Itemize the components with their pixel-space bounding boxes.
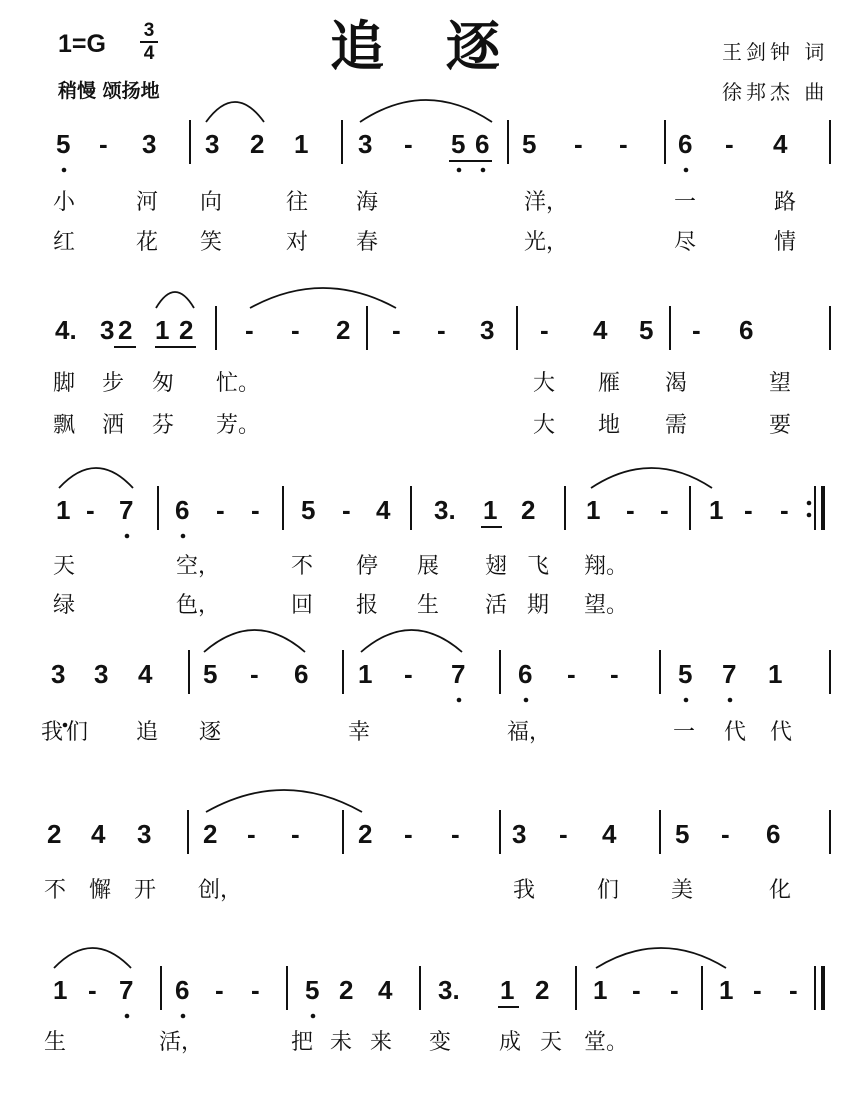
note-1-12: 4 bbox=[593, 315, 608, 345]
lyric-char: 洒 bbox=[102, 413, 125, 438]
note-5-3: 6 bbox=[175, 975, 190, 1005]
note-5-14: - bbox=[670, 975, 679, 1005]
note-2-8: 4 bbox=[376, 495, 391, 525]
final-barline bbox=[821, 486, 825, 530]
note-2-5: - bbox=[251, 495, 260, 525]
lyric-char: 活 bbox=[485, 593, 508, 618]
octave-dot bbox=[125, 534, 130, 539]
repeat-dot bbox=[807, 501, 812, 506]
time-signature-top: 3 bbox=[143, 20, 155, 41]
note-1-10: 3 bbox=[480, 315, 495, 345]
tempo-marking: 稍慢 颂扬地 bbox=[58, 80, 160, 102]
lyric-char: 地 bbox=[598, 413, 621, 438]
lyric-char: 们 bbox=[597, 878, 620, 903]
note-0-15: 4 bbox=[773, 129, 788, 159]
lyric-char: 成 bbox=[499, 1030, 522, 1055]
slur bbox=[250, 288, 396, 308]
lyric-char: 大 bbox=[533, 413, 556, 438]
octave-dot bbox=[62, 168, 67, 173]
note-2-2: 7 bbox=[119, 495, 134, 525]
lyric-char: 空， bbox=[176, 554, 221, 579]
lyric-char: 对 bbox=[286, 230, 309, 255]
note-3-11: - bbox=[610, 659, 619, 689]
note-0-9: 6 bbox=[475, 129, 490, 159]
note-1-8: - bbox=[392, 315, 401, 345]
note-2-0: 1 bbox=[56, 495, 71, 525]
lyric-char: 情 bbox=[774, 230, 797, 255]
lyric-char: 河 bbox=[136, 190, 159, 215]
note-0-3: 3 bbox=[205, 129, 220, 159]
note-3-1: 3 bbox=[94, 659, 109, 689]
note-1-7: 2 bbox=[336, 315, 351, 345]
lyric-char: 展 bbox=[417, 554, 440, 579]
note-3-2: 4 bbox=[138, 659, 153, 689]
slur bbox=[360, 100, 492, 122]
lyric-char: 往 bbox=[286, 190, 309, 215]
slur bbox=[591, 468, 712, 488]
lyric-char: 海 bbox=[356, 190, 379, 215]
lyric-char: 代 bbox=[770, 720, 793, 745]
note-2-3: 6 bbox=[175, 495, 190, 525]
note-4-8: - bbox=[451, 819, 460, 849]
lyric-char: 生 bbox=[44, 1030, 67, 1055]
note-4-10: - bbox=[559, 819, 568, 849]
lyric-char: 尽 bbox=[674, 230, 697, 255]
note-3-9: 6 bbox=[518, 659, 533, 689]
note-2-9: 3. bbox=[434, 495, 456, 525]
lyric-char: 绿 bbox=[53, 593, 76, 618]
lyric-char: 需 bbox=[665, 413, 688, 438]
note-0-2: 3 bbox=[142, 129, 157, 159]
note-0-8: 5 bbox=[451, 129, 466, 159]
lyric-char: 雁 bbox=[598, 371, 621, 396]
note-1-15: 6 bbox=[739, 315, 754, 345]
lyric-char: 望 bbox=[769, 371, 792, 396]
lyric-char: 洋， bbox=[524, 190, 569, 215]
note-5-7: 2 bbox=[339, 975, 354, 1005]
octave-dot bbox=[684, 168, 689, 173]
note-1-6: - bbox=[291, 315, 300, 345]
octave-dot bbox=[524, 698, 529, 703]
slur bbox=[361, 630, 462, 652]
final-barline bbox=[821, 966, 825, 1010]
note-0-10: 5 bbox=[522, 129, 537, 159]
lyric-char: 不 bbox=[291, 554, 314, 579]
lyric-char: 路 bbox=[774, 190, 797, 215]
note-0-6: 3 bbox=[358, 129, 373, 159]
lyric-char: 忙。 bbox=[216, 371, 261, 396]
note-0-1: - bbox=[99, 129, 108, 159]
octave-dot bbox=[728, 698, 733, 703]
lyric-char: 堂。 bbox=[584, 1030, 629, 1055]
note-3-5: 6 bbox=[294, 659, 309, 689]
lyric-char: 渴 bbox=[665, 371, 688, 396]
octave-dot bbox=[181, 1014, 186, 1019]
note-5-6: 5 bbox=[305, 975, 320, 1005]
lyric-char: 光， bbox=[524, 230, 569, 255]
note-1-2: 2 bbox=[118, 315, 133, 345]
note-1-14: - bbox=[692, 315, 701, 345]
note-5-0: 1 bbox=[53, 975, 68, 1005]
lyric-char: 幸 bbox=[348, 720, 371, 745]
lyric-char: 不 bbox=[44, 878, 67, 903]
note-4-0: 2 bbox=[47, 819, 62, 849]
note-2-11: 2 bbox=[521, 495, 536, 525]
note-2-13: - bbox=[626, 495, 635, 525]
note-2-10: 1 bbox=[483, 495, 498, 525]
lyric-char: 未 bbox=[330, 1030, 353, 1055]
note-5-16: - bbox=[753, 975, 762, 1005]
note-2-17: - bbox=[780, 495, 789, 525]
lyric-char: 我 bbox=[41, 720, 64, 745]
key-signature: 1=G bbox=[58, 30, 106, 58]
lyric-char: 匆 bbox=[152, 371, 175, 396]
note-2-16: - bbox=[744, 495, 753, 525]
lyric-char: 化 bbox=[769, 878, 792, 903]
note-3-3: 5 bbox=[203, 659, 218, 689]
lyric-char: 追 bbox=[136, 720, 159, 745]
slur bbox=[596, 948, 726, 968]
lyric-char: 美 bbox=[671, 878, 694, 903]
note-5-13: - bbox=[632, 975, 641, 1005]
lyric-char: 红 bbox=[53, 230, 76, 255]
note-0-7: - bbox=[404, 129, 413, 159]
lyric-char: 飞 bbox=[527, 554, 550, 579]
note-4-11: 4 bbox=[602, 819, 617, 849]
note-4-12: 5 bbox=[675, 819, 690, 849]
lyric-char: 飘 bbox=[53, 413, 76, 438]
lyric-char: 生 bbox=[417, 593, 440, 618]
lyric-char: 向 bbox=[200, 190, 223, 215]
lyric-char: 代 bbox=[724, 720, 747, 745]
lyric-char: 一 bbox=[674, 190, 697, 215]
lyric-char: 回 bbox=[291, 593, 314, 618]
note-2-1: - bbox=[86, 495, 95, 525]
song-title: 追逐 bbox=[330, 15, 562, 78]
lyric-char: 一 bbox=[673, 720, 696, 745]
repeat-dot bbox=[807, 513, 812, 518]
octave-dot bbox=[181, 534, 186, 539]
lyric-char: 懈 bbox=[89, 878, 112, 903]
note-4-1: 4 bbox=[91, 819, 106, 849]
note-3-7: - bbox=[404, 659, 413, 689]
lyric-char: 笑 bbox=[200, 230, 223, 255]
note-5-2: 7 bbox=[119, 975, 134, 1005]
composer-credit: 徐邦杰 曲 bbox=[722, 80, 829, 104]
note-0-13: 6 bbox=[678, 129, 693, 159]
time-signature-bottom: 4 bbox=[143, 43, 155, 64]
lyric-char: 逐 bbox=[199, 720, 222, 745]
octave-dot bbox=[125, 1014, 130, 1019]
note-4-2: 3 bbox=[137, 819, 152, 849]
lyric-char: 活， bbox=[159, 1030, 204, 1055]
octave-dot bbox=[684, 698, 689, 703]
lyric-char: 花 bbox=[136, 230, 159, 255]
note-5-17: - bbox=[789, 975, 798, 1005]
lyric-char: 把 bbox=[291, 1030, 314, 1055]
note-4-13: - bbox=[721, 819, 730, 849]
octave-dot bbox=[311, 1014, 316, 1019]
note-0-12: - bbox=[619, 129, 628, 159]
slur bbox=[54, 948, 131, 968]
lyric-char: 变 bbox=[429, 1030, 452, 1055]
note-3-4: - bbox=[250, 659, 259, 689]
note-3-0: 3 bbox=[51, 659, 66, 689]
slur bbox=[204, 630, 305, 652]
note-2-4: - bbox=[216, 495, 225, 525]
note-1-4: 2 bbox=[179, 315, 194, 345]
note-5-9: 3. bbox=[438, 975, 460, 1005]
note-5-11: 2 bbox=[535, 975, 550, 1005]
lyric-char: 翅 bbox=[485, 554, 508, 579]
note-5-12: 1 bbox=[593, 975, 608, 1005]
slur bbox=[59, 468, 133, 488]
lyric-char: 小 bbox=[53, 190, 76, 215]
lyric-char: 大 bbox=[533, 371, 556, 396]
note-5-5: - bbox=[251, 975, 260, 1005]
note-5-10: 1 bbox=[500, 975, 515, 1005]
note-5-8: 4 bbox=[378, 975, 393, 1005]
note-1-13: 5 bbox=[639, 315, 654, 345]
octave-dot bbox=[457, 168, 462, 173]
note-4-14: 6 bbox=[766, 819, 781, 849]
lyric-char: 脚 bbox=[53, 371, 76, 396]
note-4-7: - bbox=[404, 819, 413, 849]
note-3-8: 7 bbox=[451, 659, 466, 689]
note-3-14: 1 bbox=[768, 659, 783, 689]
note-4-3: 2 bbox=[203, 819, 218, 849]
note-4-9: 3 bbox=[512, 819, 527, 849]
note-2-7: - bbox=[342, 495, 351, 525]
octave-dot bbox=[457, 698, 462, 703]
lyric-char: 翔。 bbox=[584, 554, 629, 579]
slur bbox=[206, 790, 362, 812]
lyric-char: 天 bbox=[540, 1030, 563, 1055]
note-1-11: - bbox=[540, 315, 549, 345]
note-5-15: 1 bbox=[719, 975, 734, 1005]
note-2-12: 1 bbox=[586, 495, 601, 525]
note-2-15: 1 bbox=[709, 495, 724, 525]
lyric-char: 们 bbox=[66, 720, 89, 745]
note-3-6: 1 bbox=[358, 659, 373, 689]
note-2-6: 5 bbox=[301, 495, 316, 525]
octave-dot bbox=[481, 168, 486, 173]
note-5-1: - bbox=[88, 975, 97, 1005]
lyric-char: 春 bbox=[356, 230, 379, 255]
lyric-char: 芳。 bbox=[216, 413, 261, 438]
lyric-char: 要 bbox=[769, 413, 792, 438]
slur bbox=[206, 102, 264, 122]
note-0-14: - bbox=[725, 129, 734, 159]
note-1-9: - bbox=[437, 315, 446, 345]
lyric-char: 停 bbox=[356, 554, 379, 579]
note-0-4: 2 bbox=[250, 129, 265, 159]
lyric-char: 开 bbox=[134, 878, 157, 903]
note-0-5: 1 bbox=[294, 129, 309, 159]
lyric-char: 福， bbox=[507, 720, 552, 745]
lyric-char: 期 bbox=[527, 593, 550, 618]
lyric-char: 望。 bbox=[584, 593, 629, 618]
note-2-14: - bbox=[660, 495, 669, 525]
lyric-char: 步 bbox=[102, 371, 125, 396]
note-0-11: - bbox=[574, 129, 583, 159]
lyric-char: 创， bbox=[198, 878, 243, 903]
lyric-char: 报 bbox=[356, 593, 379, 618]
slur bbox=[156, 292, 194, 308]
lyric-char: 天 bbox=[53, 554, 76, 579]
note-3-13: 7 bbox=[722, 659, 737, 689]
note-5-4: - bbox=[215, 975, 224, 1005]
lyric-char: 芬 bbox=[152, 413, 175, 438]
note-3-12: 5 bbox=[678, 659, 693, 689]
lyricist-credit: 王剑钟 词 bbox=[722, 40, 829, 64]
note-0-0: 5 bbox=[56, 129, 71, 159]
note-4-4: - bbox=[247, 819, 256, 849]
note-4-6: 2 bbox=[358, 819, 373, 849]
lyric-char: 我 bbox=[513, 878, 536, 903]
note-1-1: 3 bbox=[100, 315, 115, 345]
note-4-5: - bbox=[291, 819, 300, 849]
note-3-10: - bbox=[567, 659, 576, 689]
note-1-3: 1 bbox=[155, 315, 170, 345]
lyric-char: 来 bbox=[370, 1030, 393, 1055]
lyric-char: 色， bbox=[176, 593, 221, 618]
note-1-5: - bbox=[245, 315, 254, 345]
note-1-0: 4. bbox=[55, 315, 77, 345]
